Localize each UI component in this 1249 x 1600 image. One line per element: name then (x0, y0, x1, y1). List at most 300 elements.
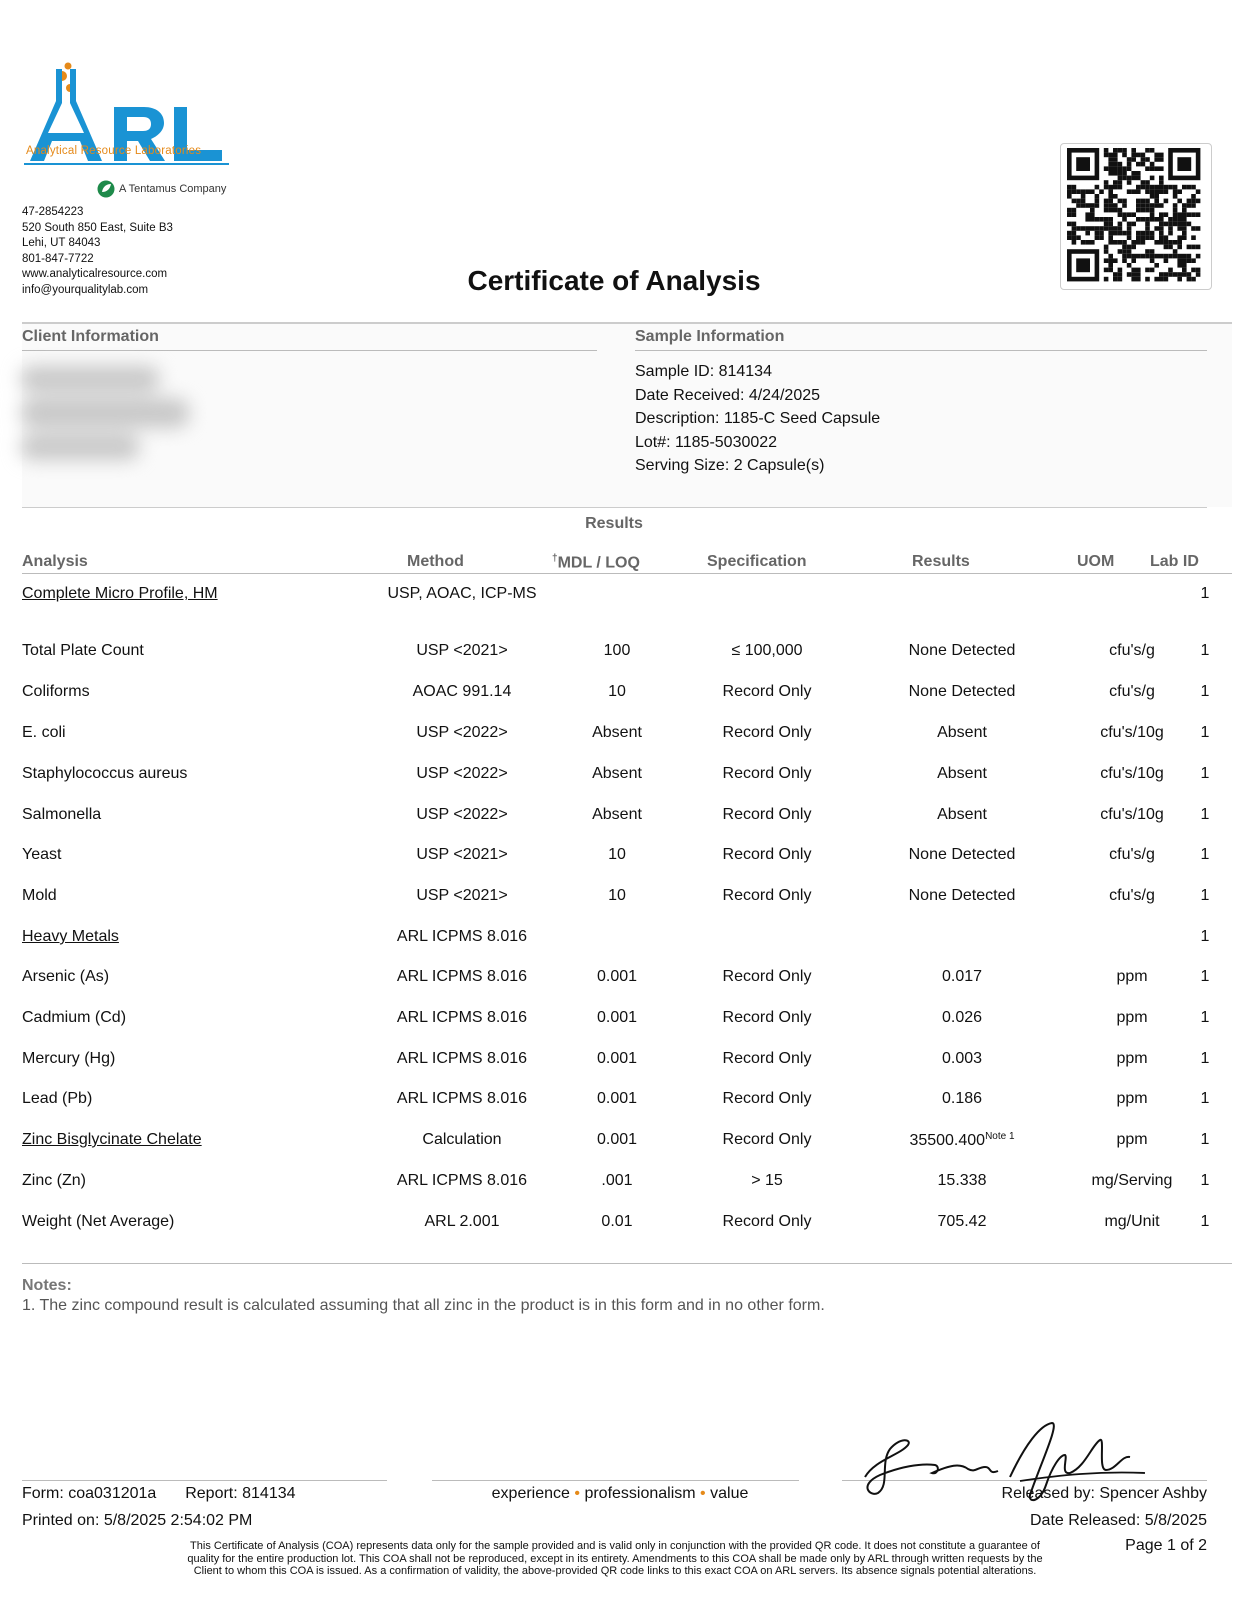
qr-module (1131, 153, 1136, 158)
qr-module (1118, 176, 1123, 181)
table-row (22, 1172, 1232, 1212)
qr-module (1182, 258, 1187, 263)
qr-module (1118, 171, 1123, 176)
qr-module (1118, 162, 1123, 167)
tentamus-leaf-icon (97, 180, 115, 198)
qr-finder (1076, 157, 1090, 171)
cell-method: USP <2021> (416, 846, 508, 863)
cell-result (862, 887, 1062, 905)
tentamus-text: A Tentamus Company (119, 183, 227, 195)
qr-module (1191, 212, 1196, 217)
qr-module (1122, 231, 1127, 236)
qr-module (1122, 254, 1127, 259)
qr-module (1159, 222, 1164, 227)
client-info-redacted (20, 360, 200, 475)
qr-module (1095, 203, 1100, 208)
qr-module (1118, 148, 1123, 153)
cell-analysis[interactable]: Zinc Bisglycinate Chelate (22, 1131, 202, 1148)
qr-module (1145, 189, 1150, 194)
cell-lab-id: 1 (1200, 806, 1210, 823)
qr-module (1182, 212, 1187, 217)
qr-module (1145, 208, 1150, 213)
qr-module (1173, 222, 1178, 227)
cell-uom: cfu's/g (1109, 846, 1155, 863)
form-id: Form: coa031201a (22, 1485, 157, 1502)
qr-module (1131, 176, 1136, 181)
qr-module (1076, 203, 1081, 208)
qr-module (1095, 194, 1100, 199)
cell-specification: Record Only (722, 765, 812, 782)
table-row (22, 968, 1232, 1008)
qr-module (1141, 162, 1146, 167)
qr-module (1191, 194, 1196, 199)
qr-module (1118, 208, 1123, 213)
tagline (440, 1485, 800, 1503)
cell-analysis: Zinc (Zn) (22, 1172, 86, 1189)
qr-module (1108, 231, 1113, 236)
qr-module (1168, 254, 1173, 259)
table-row (22, 765, 1232, 805)
qr-module (1164, 189, 1169, 194)
col-lab-id: Lab ID (1150, 553, 1199, 570)
qr-module (1145, 235, 1150, 240)
qr-module (1187, 212, 1192, 217)
cell-mdl: Absent (592, 806, 642, 823)
qr-module (1159, 254, 1164, 259)
qr-module (1154, 194, 1159, 199)
cell-analysis: Staphylococcus aureus (22, 765, 188, 782)
qr-module (1173, 240, 1178, 245)
form-report-line (22, 1485, 296, 1503)
cell-method: ARL 2.001 (424, 1213, 500, 1230)
qr-module (1099, 226, 1104, 231)
qr-module (1095, 199, 1100, 204)
qr-module (1108, 208, 1113, 213)
qr-module (1108, 185, 1113, 190)
qr-module (1191, 245, 1196, 250)
qr-module (1131, 258, 1136, 263)
qr-module (1196, 226, 1201, 231)
qr-module (1136, 189, 1141, 194)
qr-module (1104, 222, 1109, 227)
qr-module (1154, 153, 1159, 158)
qr-module (1177, 245, 1182, 250)
qr-module (1085, 189, 1090, 194)
qr-module (1067, 235, 1072, 240)
qr-module (1168, 185, 1173, 190)
qr-module (1104, 277, 1109, 282)
released-by: Released by: Spencer Ashby (1001, 1485, 1207, 1502)
qr-module (1154, 185, 1159, 190)
cell-mdl: 0.001 (596, 1090, 638, 1107)
qr-module (1168, 222, 1173, 227)
cell-lab-id: 1 (1200, 1131, 1210, 1148)
street: 520 South 850 East, Suite B3 (22, 221, 173, 234)
client-info-heading: Client Information (22, 328, 159, 345)
result-value: Absent (937, 765, 987, 782)
qr-module (1173, 185, 1178, 190)
qr-module (1177, 226, 1182, 231)
qr-module (1072, 235, 1077, 240)
qr-module (1104, 245, 1109, 250)
qr-module (1141, 235, 1146, 240)
qr-module (1164, 277, 1169, 282)
cell-analysis: E. coli (22, 724, 66, 741)
phone[interactable]: 801-847-7722 (22, 252, 94, 265)
table-row (22, 1213, 1232, 1253)
cell-method: ARL ICPMS 8.016 (396, 928, 528, 945)
qr-module (1095, 231, 1100, 236)
qr-module (1095, 185, 1100, 190)
qr-module (1108, 199, 1113, 204)
qr-module (1187, 245, 1192, 250)
cell-analysis[interactable]: Complete Micro Profile, HM (22, 585, 218, 602)
cell-mdl: Absent (592, 765, 642, 782)
qr-module (1095, 235, 1100, 240)
qr-module (1159, 176, 1164, 181)
qr-module (1095, 226, 1100, 231)
qr-module (1173, 272, 1178, 277)
qr-module (1141, 217, 1146, 222)
qr-module (1141, 208, 1146, 213)
qr-module (1072, 231, 1077, 236)
qr-module (1104, 268, 1109, 273)
tag-professionalism: professionalism (584, 1485, 696, 1502)
qr-module (1145, 226, 1150, 231)
table-row (22, 806, 1232, 846)
qr-module (1118, 240, 1123, 245)
sample-info-heading: Sample Information (635, 328, 785, 345)
qr-module (1090, 208, 1095, 213)
cell-result (862, 724, 1062, 742)
qr-module (1177, 199, 1182, 204)
qr-module (1159, 157, 1164, 162)
qr-module (1141, 180, 1146, 185)
qr-module (1099, 189, 1104, 194)
qr-module (1150, 258, 1155, 263)
qr-module (1136, 240, 1141, 245)
qr-module (1131, 254, 1136, 259)
cell-result (862, 1213, 1062, 1231)
page-number: Page 1 of 2 (1125, 1537, 1207, 1554)
qr-module (1145, 254, 1150, 259)
cell-result (862, 846, 1062, 864)
qr-module (1104, 203, 1109, 208)
qr-module (1159, 272, 1164, 277)
qr-module (1095, 217, 1100, 222)
qr-module (1104, 208, 1109, 213)
qr-code-icon[interactable] (1060, 143, 1212, 290)
divider (22, 1263, 1232, 1264)
qr-module (1164, 222, 1169, 227)
cell-lab-id: 1 (1200, 1090, 1210, 1107)
qr-module (1141, 203, 1146, 208)
qr-module (1081, 203, 1086, 208)
cell-uom: ppm (1116, 1131, 1148, 1148)
qr-module (1173, 254, 1178, 259)
qr-module (1154, 189, 1159, 194)
qr-module (1159, 226, 1164, 231)
qr-module (1150, 249, 1155, 254)
qr-module (1164, 235, 1169, 240)
qr-module (1182, 226, 1187, 231)
qr-module (1182, 272, 1187, 277)
qr-module (1108, 194, 1113, 199)
qr-module (1104, 185, 1109, 190)
qr-finder (1076, 258, 1090, 272)
qr-module (1127, 222, 1132, 227)
table-row (22, 1009, 1232, 1049)
qr-module (1118, 185, 1123, 190)
qr-module (1145, 203, 1150, 208)
cell-specification: > 15 (751, 1172, 783, 1189)
cell-uom: cfu's/10g (1100, 765, 1164, 782)
qr-module (1104, 153, 1109, 158)
result-value: Absent (937, 724, 987, 741)
cell-specification: Record Only (722, 1090, 812, 1107)
qr-module (1145, 268, 1150, 273)
qr-module (1136, 231, 1141, 236)
qr-module (1113, 166, 1118, 171)
table-row (22, 683, 1232, 723)
logo-underline (24, 163, 229, 165)
qr-module (1085, 217, 1090, 222)
qr-module (1076, 199, 1081, 204)
cell-result (862, 1090, 1062, 1108)
cell-analysis: Cadmium (Cd) (22, 1009, 127, 1026)
col-results: Results (912, 553, 970, 570)
qr-module (1159, 217, 1164, 222)
cell-result (862, 1050, 1062, 1068)
result-value: 705.42 (937, 1213, 987, 1230)
qr-module (1136, 153, 1141, 158)
qr-module (1118, 226, 1123, 231)
qr-module (1191, 185, 1196, 190)
qr-module (1154, 263, 1159, 268)
qr-module (1141, 157, 1146, 162)
qr-module (1090, 240, 1095, 245)
qr-module (1090, 203, 1095, 208)
cell-uom: cfu's/10g (1100, 724, 1164, 741)
qr-module (1122, 148, 1127, 153)
qr-module (1141, 153, 1146, 158)
qr-module (1187, 254, 1192, 259)
qr-module (1196, 189, 1201, 194)
cell-lab-id: 1 (1200, 683, 1210, 700)
qr-module (1113, 240, 1118, 245)
divider (22, 573, 1232, 574)
qr-module (1108, 254, 1113, 259)
printed-on: Printed on: 5/8/2025 2:54:02 PM (22, 1512, 253, 1529)
page-title: Certificate of Analysis (467, 265, 761, 296)
qr-module (1090, 226, 1095, 231)
qr-module (1108, 240, 1113, 245)
qr-module (1159, 277, 1164, 282)
qr-module (1150, 166, 1155, 171)
results-heading: Results (585, 515, 643, 532)
qr-module (1104, 199, 1109, 204)
cell-uom: cfu's/g (1109, 683, 1155, 700)
cell-method: USP <2022> (416, 765, 508, 782)
qr-module (1168, 268, 1173, 273)
qr-module (1067, 212, 1072, 217)
cell-method: USP, AOAC, ICP-MS (387, 585, 537, 602)
qr-module (1081, 199, 1086, 204)
qr-module (1127, 231, 1132, 236)
cell-analysis[interactable]: Heavy Metals (22, 928, 119, 945)
col-method: Method (407, 553, 464, 570)
qr-module (1191, 258, 1196, 263)
qr-module (1141, 199, 1146, 204)
qr-module (1104, 180, 1109, 185)
qr-module (1127, 157, 1132, 162)
qr-module (1127, 249, 1132, 254)
qr-module (1118, 268, 1123, 273)
cell-method: AOAC 991.14 (412, 683, 512, 700)
qr-module (1113, 277, 1118, 282)
qr-module (1131, 148, 1136, 153)
qr-module (1108, 217, 1113, 222)
qr-module (1182, 263, 1187, 268)
note-reference: Note 1 (985, 1131, 1015, 1142)
result-value: 35500.400 (909, 1132, 986, 1150)
website-link[interactable]: www.analyticalresource.com (22, 268, 168, 280)
qr-module (1150, 212, 1155, 217)
qr-module (1164, 185, 1169, 190)
cell-mdl: 0.001 (596, 1050, 638, 1067)
qr-module (1187, 185, 1192, 190)
cell-method: ARL ICPMS 8.016 (396, 1050, 528, 1067)
tag-separator: • (574, 1485, 580, 1502)
cell-lab-id: 1 (1200, 1009, 1210, 1026)
lot-number: Lot#: 1185-5030022 (635, 433, 778, 451)
qr-module (1108, 263, 1113, 268)
qr-module (1159, 235, 1164, 240)
cell-specification: Record Only (722, 1050, 812, 1067)
qr-module (1131, 268, 1136, 273)
qr-module (1141, 231, 1146, 236)
qr-module (1187, 258, 1192, 263)
report-id: Report: 814134 (185, 1485, 296, 1502)
qr-module (1164, 240, 1169, 245)
cell-uom: cfu's/10g (1100, 806, 1164, 823)
qr-module (1136, 203, 1141, 208)
qr-module (1136, 277, 1141, 282)
qr-module (1085, 226, 1090, 231)
result-value: 0.003 (941, 1050, 983, 1067)
qr-module (1127, 166, 1132, 171)
qr-module (1177, 212, 1182, 217)
cell-analysis: Mold (22, 887, 57, 904)
cell-method: USP <2021> (416, 887, 508, 904)
qr-module (1104, 226, 1109, 231)
cell-lab-id: 1 (1200, 887, 1210, 904)
qr-module (1150, 203, 1155, 208)
qr-module (1164, 254, 1169, 259)
qr-module (1108, 166, 1113, 171)
qr-module (1085, 203, 1090, 208)
qr-module (1090, 189, 1095, 194)
qr-module (1196, 272, 1201, 277)
qr-module (1173, 217, 1178, 222)
col-analysis: Analysis (22, 553, 88, 570)
qr-module (1076, 226, 1081, 231)
qr-module (1177, 235, 1182, 240)
qr-module (1150, 148, 1155, 153)
qr-module (1145, 277, 1150, 282)
qr-module (1122, 203, 1127, 208)
qr-module (1113, 185, 1118, 190)
cell-analysis: Lead (Pb) (22, 1090, 93, 1107)
qr-module (1154, 254, 1159, 259)
qr-module (1154, 166, 1159, 171)
qr-module (1104, 249, 1109, 254)
qr-module (1113, 272, 1118, 277)
cell-lab-id: 1 (1200, 1213, 1210, 1230)
qr-module (1136, 199, 1141, 204)
cell-specification: Record Only (722, 724, 812, 741)
result-value: 0.186 (941, 1090, 983, 1107)
cell-analysis: Mercury (Hg) (22, 1050, 116, 1067)
qr-module (1127, 189, 1132, 194)
qr-module (1113, 153, 1118, 158)
table-row (22, 724, 1232, 764)
qr-module (1076, 235, 1081, 240)
cell-method: USP <2022> (416, 806, 508, 823)
sample-id: Sample ID: 814134 (635, 363, 772, 380)
qr-module (1150, 217, 1155, 222)
cell-analysis: Total Plate Count (22, 642, 144, 659)
qr-module (1177, 258, 1182, 263)
qr-module (1131, 171, 1136, 176)
cell-specification: Record Only (722, 887, 812, 904)
description: Description: 1185-C Seed Capsule (635, 410, 881, 427)
cell-mdl: Absent (592, 724, 642, 741)
cell-uom: ppm (1116, 1009, 1148, 1026)
qr-module (1145, 166, 1150, 171)
cell-lab-id: 1 (1200, 765, 1210, 782)
qr-module (1067, 231, 1072, 236)
qr-module (1187, 222, 1192, 227)
qr-module (1118, 180, 1123, 185)
cell-result (862, 1131, 1062, 1150)
table-row (22, 1050, 1232, 1090)
qr-module (1072, 199, 1077, 204)
qr-module (1154, 277, 1159, 282)
qr-module (1191, 199, 1196, 204)
email-link[interactable]: info@yourqualitylab.com (22, 283, 149, 296)
qr-module (1168, 231, 1173, 236)
qr-module (1196, 212, 1201, 217)
col-uom: UOM (1077, 553, 1115, 570)
qr-module (1118, 212, 1123, 217)
qr-module (1067, 222, 1072, 227)
arl-logo (22, 36, 228, 196)
table-row (22, 846, 1232, 886)
qr-module (1182, 185, 1187, 190)
qr-module (1182, 222, 1187, 227)
qr-module (1127, 245, 1132, 250)
cell-specification: Record Only (722, 1009, 812, 1026)
table-row (22, 1090, 1232, 1130)
divider (22, 350, 597, 351)
qr-module (1154, 199, 1159, 204)
cell-mdl: 100 (603, 642, 631, 659)
qr-module (1173, 194, 1178, 199)
qr-module (1122, 217, 1127, 222)
qr-module (1168, 272, 1173, 277)
qr-module (1177, 277, 1182, 282)
